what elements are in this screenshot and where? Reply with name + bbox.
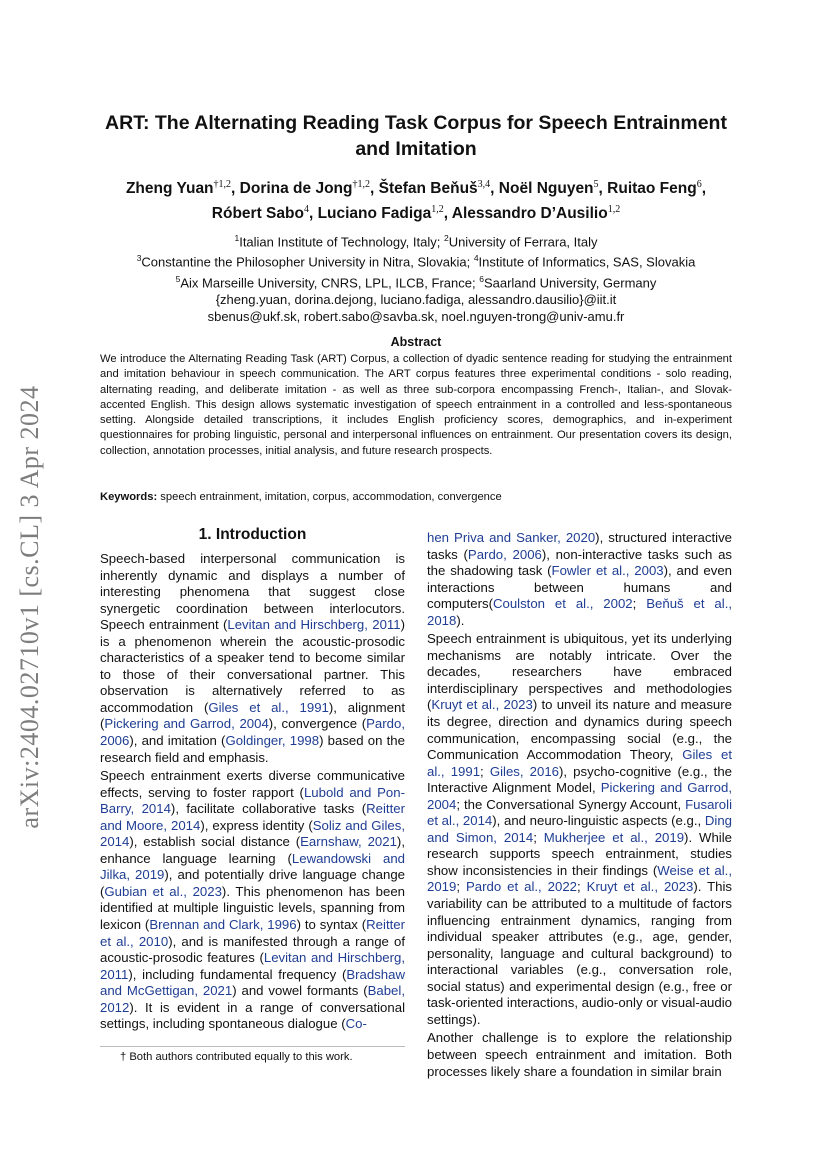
body-text: ), convergence ( bbox=[268, 716, 367, 732]
section-heading: 1. Introduction bbox=[198, 526, 307, 543]
body-text: ), and imitation ( bbox=[129, 733, 226, 749]
keywords-text: speech entrainment, imitation, corpus, accommodation, convergence bbox=[157, 491, 502, 503]
citation-link[interactable]: Pickering and Garrod, 2004 bbox=[104, 716, 269, 732]
citation-link[interactable]: Reitter and Moore, 2014 bbox=[100, 801, 405, 833]
body-text: ), alignment ( bbox=[100, 699, 405, 732]
citation-link[interactable]: Soliz and Giles, 2014 bbox=[100, 817, 406, 850]
body-text: ), psycho-cognitive (e.g., the Interactive Alignment Model, bbox=[427, 763, 733, 796]
left-column bbox=[100, 551, 405, 1035]
body-text: ), and potentially drive language change ( bbox=[100, 867, 405, 899]
affiliation-text: Italian Institute of Technology, Italy; bbox=[239, 234, 444, 250]
author-affiliation-mark: 6 bbox=[696, 179, 702, 190]
abstract-heading: Abstract bbox=[390, 335, 442, 349]
body-text: Another challenge is to explore the relationship between speech entrainment and imitation. Both processes likely share a foundation in similar brain bbox=[427, 1030, 732, 1079]
citation-link[interactable]: Giles et al., 1991 bbox=[427, 747, 732, 779]
citation-link[interactable]: hen Priva and Sanker, 2020 bbox=[427, 530, 596, 545]
body-text: ; bbox=[632, 596, 647, 612]
footnote: † Both authors contributed equally to this work. bbox=[120, 1051, 353, 1063]
keywords-label: Keywords: bbox=[100, 491, 158, 503]
author-separator: , bbox=[490, 180, 499, 198]
body-text: ), and is manifested through a range of acoustic-prosodic features ( bbox=[100, 933, 405, 966]
body-text: ; bbox=[577, 879, 587, 895]
email-line: sbenus@ukf.sk, robert.sabo@savba.sk, noel.nguyen-trong@univ-amu.fr bbox=[207, 308, 625, 324]
citation-link[interactable]: Pardo, 2006 bbox=[467, 546, 542, 562]
affiliation-number: 2 bbox=[443, 233, 449, 243]
citation-link[interactable]: Co- bbox=[345, 1016, 367, 1032]
affiliation-line bbox=[100, 271, 732, 291]
citation-link[interactable]: Goldinger, 1998 bbox=[225, 733, 320, 749]
body-text: ). bbox=[456, 612, 465, 628]
arxiv-sidebar bbox=[8, 372, 52, 842]
affiliation-number: 3 bbox=[136, 253, 142, 264]
body-text: ; bbox=[456, 879, 466, 895]
body-paragraph bbox=[427, 631, 732, 1028]
affiliation-number: 5 bbox=[175, 273, 181, 284]
citation-link[interactable]: Giles et al., 1991 bbox=[208, 699, 329, 715]
author-name: Alessandro D’Ausilio bbox=[451, 205, 608, 223]
author-separator: , bbox=[443, 205, 452, 223]
affiliation-number: 1 bbox=[234, 233, 240, 243]
right-column bbox=[427, 530, 732, 1082]
body-text: ). It is evident in a range of conversational settings, including spontaneous dialogue ( bbox=[100, 999, 405, 1032]
citation-link[interactable]: Pardo, 2006 bbox=[100, 716, 405, 749]
author-separator: , bbox=[308, 205, 318, 223]
citation-link[interactable]: Reitter et al., 2010 bbox=[100, 917, 405, 949]
author-separator: , bbox=[598, 180, 608, 198]
paper-title bbox=[90, 110, 742, 162]
body-text: ), and neuro-linguistic aspects (e.g., bbox=[492, 813, 705, 829]
citation-link[interactable]: Earnshaw, 2021 bbox=[300, 834, 397, 850]
affiliation-line bbox=[100, 250, 732, 270]
body-text: ), express identity ( bbox=[200, 817, 313, 833]
body-text: ). This variability can be attributed to a multitude of factors influencing entrainment dynamics, ranging from individual speaker attributes (e.g., age, gender, personality, language and cultural background) to interactional variables (e.g., conversation role, social status) and experimental design (e.g., free or task-oriented interactions, audio-only or visual-audio settings). bbox=[427, 879, 733, 1027]
author-name: Zheng Yuan bbox=[125, 180, 214, 198]
email-line: {zheng.yuan, dorina.dejong, luciano.fadiga, alessandro.dausilio}@iit.it bbox=[215, 291, 617, 307]
body-text: ), facilitate collaborative tasks ( bbox=[170, 801, 367, 817]
affiliation-text: University of Ferrara, Italy bbox=[448, 234, 598, 250]
citation-link[interactable]: Brennan and Clark, 1996 bbox=[149, 917, 297, 933]
author-separator: , bbox=[701, 180, 707, 198]
citation-link[interactable]: Levitan and Hirschberg, 2011 bbox=[227, 617, 401, 633]
citation-link[interactable]: Ding and Simon, 2014 bbox=[427, 813, 732, 845]
affiliation-text: Institute of Informatics, SAS, Slovakia bbox=[478, 254, 696, 270]
author-name: Noël Nguyen bbox=[498, 180, 594, 198]
citation-link[interactable]: Gubian et al., 2023 bbox=[104, 883, 222, 899]
footnote-rule bbox=[100, 1046, 405, 1047]
body-text: ), non-interactive tasks such as the shadowing task ( bbox=[427, 546, 732, 579]
body-text: ) is a phenomenon wherein the acoustic-prosodic characteristics of a speaker tend to become similar to those of their conversational partner. This observation is alternatively referred to as accommodation ( bbox=[100, 617, 405, 715]
body-text: ; the Conversational Synergy Account, bbox=[456, 796, 686, 812]
author-name: Dorina de Jong bbox=[239, 180, 353, 198]
citation-link[interactable]: Pardo et al., 2022 bbox=[465, 879, 578, 895]
body-text: ; bbox=[533, 829, 544, 845]
citation-link[interactable]: Weise et al., 2019 bbox=[427, 862, 732, 895]
body-text: ; bbox=[480, 763, 490, 779]
author-name: Luciano Fadiga bbox=[317, 205, 432, 223]
affiliation-number: 6 bbox=[479, 273, 484, 284]
body-text: ), including fundamental frequency ( bbox=[128, 966, 347, 982]
body-text: ). While research supports speech entrainment, studies show inconsistencies in their findings ( bbox=[427, 829, 732, 878]
body-text: ) and vowel formants ( bbox=[232, 983, 368, 999]
citation-link[interactable]: Fowler et al., 2003 bbox=[551, 563, 664, 579]
author-affiliation-mark: 5 bbox=[593, 179, 599, 190]
affiliation-line bbox=[100, 230, 732, 250]
author-name: Štefan Beňuš bbox=[378, 180, 478, 198]
citation-link[interactable]: Babel, 2012 bbox=[100, 983, 405, 1015]
abstract-text: We introduce the Alternating Reading Task (ART) Corpus, a collection of dyadic sentence reading for studying the entrainment and imitation behaviour in speech communication. The ART corpus features three experimental conditions - solo reading, alternating reading, and deliberate imitation - as well as three sub-corpora encompassing French-, Italian-, and Slovak-accented English. This design allows systematic investigation of speech entrainment in a controlled and less-spontaneous setting. Alongside detailed transcriptions, it includes English proficiency scores, demographics, and in-experiment questionnaires for probing linguistic, personal and interpersonal influences on entrainment. Our presentation covers its design, collection, annotation processes, initial analysis, and future research prospects. bbox=[100, 353, 732, 457]
body-text: ) to unveil its nature and measure its degree, direction and dynamics during speech communication, encompassing social (e.g., the Communication Accommodation Theory, bbox=[427, 697, 732, 763]
author-name: Ruitao Feng bbox=[607, 180, 697, 198]
body-paragraph bbox=[100, 551, 405, 766]
author-separator: , bbox=[369, 180, 379, 198]
citation-link[interactable]: Lubold and Pon-Barry, 2014 bbox=[100, 784, 405, 817]
body-text: Speech entrainment is ubiquitous, yet its underlying mechanisms are notably intricate. Over the decades, researchers have embraced interdisciplinary perspectives and methodologies ( bbox=[427, 631, 732, 713]
citation-link[interactable]: Levitan and Hirschberg, 2011 bbox=[100, 950, 405, 982]
citation-link[interactable]: Beňuš et al., 2018 bbox=[427, 596, 733, 628]
affiliation-text: Saarland University, Germany bbox=[483, 274, 657, 290]
body-text: Speech entrainment exerts diverse communicative effects, serving to foster rapport ( bbox=[100, 768, 405, 800]
author-separator: , bbox=[231, 180, 240, 198]
body-text: ), enhance language learning ( bbox=[100, 834, 405, 866]
citation-link[interactable]: Coulston et al., 2002 bbox=[492, 596, 633, 612]
arxiv-identifier: arXiv:2404.02710v1 [cs.CL] 3 Apr 2024 bbox=[15, 385, 44, 829]
author-affiliation-mark: †1,2 bbox=[352, 179, 370, 190]
body-text: ), establish social distance ( bbox=[129, 834, 301, 850]
body-paragraph bbox=[100, 768, 405, 1033]
citation-link[interactable]: Kruyt et al., 2023 bbox=[431, 697, 533, 713]
affiliation-number: 4 bbox=[473, 253, 479, 264]
author-name: Róbert Sabo bbox=[211, 205, 304, 223]
body-text: Speech-based interpersonal communication is inherently dynamic and displays a number of interesting phenomena that suggest close synergetic coordination between interlocutors. Speech entrainment ( bbox=[100, 551, 405, 633]
affiliations bbox=[100, 230, 732, 325]
affiliation-text: Constantine the Philosopher University in Nitra, Slovakia; bbox=[141, 254, 474, 270]
author-list bbox=[120, 174, 712, 224]
title-line-2: and Imitation bbox=[355, 138, 477, 160]
citation-link[interactable]: Pickering and Garrod, 2004 bbox=[427, 780, 732, 812]
author-affiliation-mark: †1,2 bbox=[213, 179, 232, 190]
author-affiliation-mark: 1,2 bbox=[431, 204, 444, 216]
author-affiliation-mark: 3,4 bbox=[477, 179, 491, 190]
citation-link[interactable]: Mukherjee et al., 2019 bbox=[543, 829, 685, 845]
body-paragraph bbox=[427, 1030, 732, 1080]
author-affiliation-mark: 1,2 bbox=[607, 204, 621, 216]
body-text: ). This phenomenon has been identified at multiple linguistic levels, spanning from lexicon ( bbox=[100, 883, 405, 933]
citation-link[interactable]: Fusaroli et al., 2014 bbox=[427, 796, 732, 829]
body-text: ) based on the research field and emphasis. bbox=[100, 733, 405, 765]
citation-link[interactable]: Giles, 2016 bbox=[489, 763, 559, 779]
body-text: ), structured interactive tasks ( bbox=[427, 530, 732, 562]
body-paragraph bbox=[427, 530, 732, 629]
affiliation-text: Aix Marseille University, CNRS, LPL, ILCB, France; bbox=[180, 274, 480, 290]
citation-link[interactable]: Bradshaw and McGettigan, 2021 bbox=[100, 966, 405, 999]
body-text: ) to syntax ( bbox=[296, 917, 367, 933]
keywords bbox=[100, 491, 732, 503]
body-text: ), and even interactions between humans and computers( bbox=[427, 563, 732, 612]
author-affiliation-mark: 4 bbox=[303, 204, 309, 216]
citation-link[interactable]: Kruyt et al., 2023 bbox=[586, 879, 694, 895]
citation-link[interactable]: Lewandowski and Jilka, 2019 bbox=[100, 850, 405, 883]
title-line-1: ART: The Alternating Reading Task Corpus for Speech Entrainment bbox=[105, 112, 727, 134]
